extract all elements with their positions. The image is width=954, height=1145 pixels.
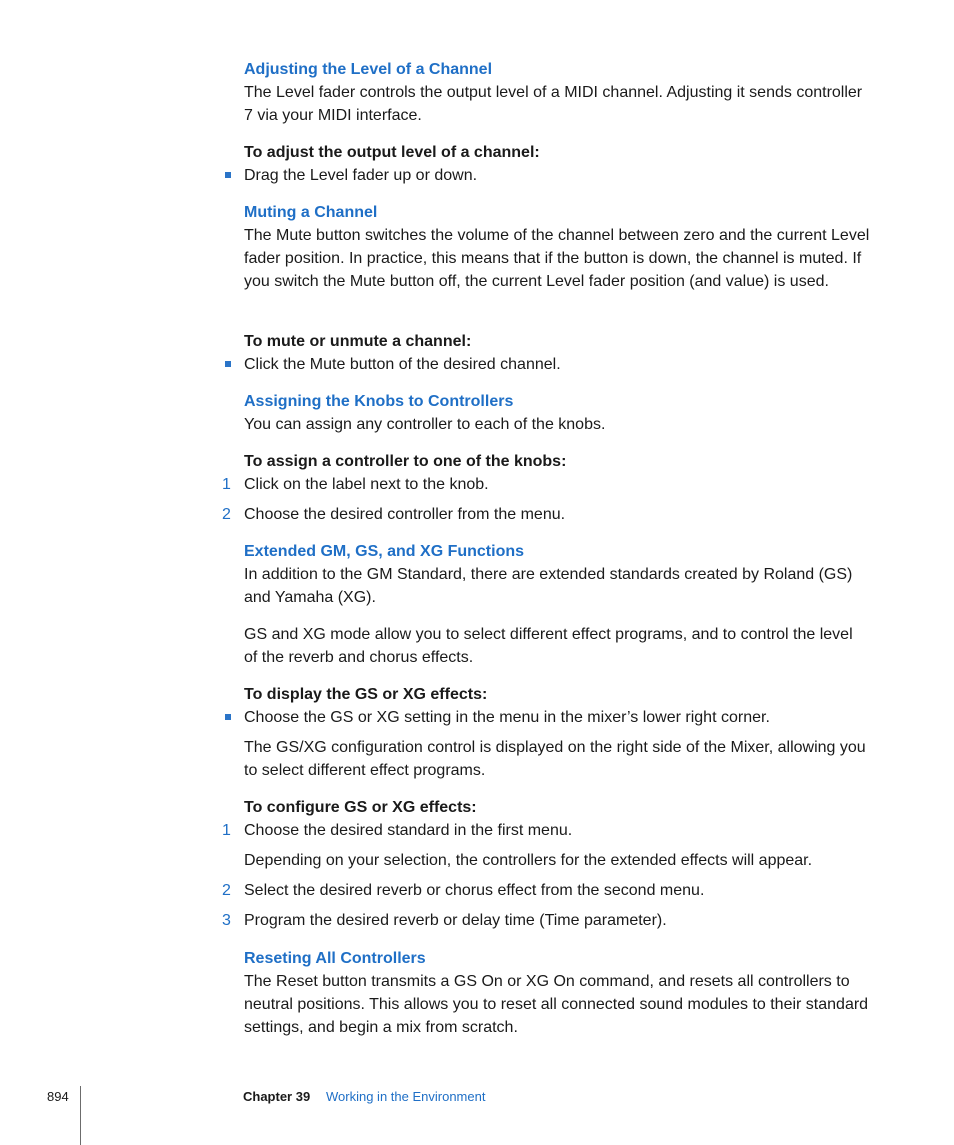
step-number: 1 bbox=[222, 822, 231, 839]
paragraph-level-description: The Level fader controls the output level of a MIDI channel. Adjusting it sends controller 7 via your MIDI interface. bbox=[244, 84, 863, 124]
heading-muting-channel: Muting a Channel bbox=[244, 204, 378, 221]
chapter-label: Chapter 39 bbox=[243, 1089, 311, 1104]
paragraph-knobs-description: You can assign any controller to each of the knobs. bbox=[244, 416, 606, 433]
step-choose-controller: Choose the desired controller from the menu. bbox=[244, 506, 566, 523]
paragraph-reset-description: The Reset button transmits a GS On or XG On command, and resets all controllers to neutral positions. This allows you to reset all connected sound modules to their standard settings, and begin a mix from scratch. bbox=[244, 973, 869, 1036]
bullet-square-icon bbox=[225, 172, 231, 178]
bullet-item-choose-setting: Choose the GS or XG setting in the menu in the mixer’s lower right corner. bbox=[244, 709, 770, 726]
paragraph-gs-xg-mode: GS and XG mode allow you to select different effect programs, and to control the level of the reverb and chorus effects. bbox=[244, 626, 853, 666]
paragraph-mute-description: The Mute button switches the volume of the channel between zero and the current Level fader position. In practice, this means that if the button is down, the channel is muted. If you switch the Mute button off, the current Level fader position (and value) is used. bbox=[244, 227, 870, 290]
task-title-mute: To mute or unmute a channel: bbox=[244, 333, 472, 350]
paragraph-extended-standards: In addition to the GM Standard, there are extended standards created by Roland (GS) and Yamaha (XG). bbox=[244, 566, 853, 606]
step-choose-standard: Choose the desired standard in the first menu. bbox=[244, 822, 573, 839]
step-number: 3 bbox=[222, 912, 231, 929]
task-title-display-effects: To display the GS or XG effects: bbox=[244, 686, 488, 703]
chapter-title-link[interactable]: Working in the Environment bbox=[326, 1089, 486, 1104]
step-program-time: Program the desired reverb or delay time (Time parameter). bbox=[244, 912, 667, 929]
bullet-item-drag-fader: Drag the Level fader up or down. bbox=[244, 167, 478, 184]
heading-adjusting-level: Adjusting the Level of a Channel bbox=[244, 61, 493, 78]
step-select-effect: Select the desired reverb or chorus effect from the second menu. bbox=[244, 882, 705, 899]
heading-reseting-controllers: Reseting All Controllers bbox=[244, 950, 426, 967]
task-title-configure-effects: To configure GS or XG effects: bbox=[244, 799, 477, 816]
step-click-label: Click on the label next to the knob. bbox=[244, 476, 489, 493]
task-title-adjust-level: To adjust the output level of a channel: bbox=[244, 144, 540, 161]
footer-divider bbox=[80, 1086, 81, 1145]
task-title-assign-controller: To assign a controller to one of the knobs: bbox=[244, 453, 567, 470]
bullet-item-click-mute: Click the Mute button of the desired channel. bbox=[244, 356, 561, 373]
step-number: 2 bbox=[222, 882, 231, 899]
paragraph-controllers-appear-note: Depending on your selection, the controllers for the extended effects will appear. bbox=[244, 852, 813, 869]
bullet-square-icon bbox=[225, 714, 231, 720]
page-number: 894 bbox=[47, 1089, 69, 1104]
step-number: 2 bbox=[222, 506, 231, 523]
heading-extended-functions: Extended GM, GS, and XG Functions bbox=[244, 543, 525, 560]
heading-assigning-knobs: Assigning the Knobs to Controllers bbox=[244, 393, 514, 410]
step-number: 1 bbox=[222, 476, 231, 493]
paragraph-config-control-note: The GS/XG configuration control is displayed on the right side of the Mixer, allowing you to select different effect programs. bbox=[244, 739, 866, 779]
bullet-square-icon bbox=[225, 361, 231, 367]
